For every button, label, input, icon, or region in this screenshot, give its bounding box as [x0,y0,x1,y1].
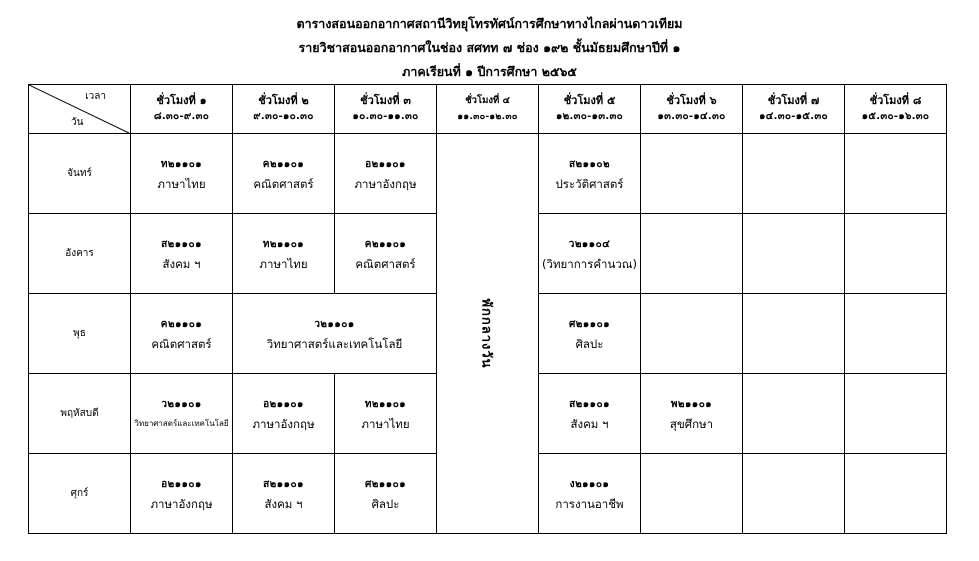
day-label: พฤหัสบดี [29,374,131,454]
class-cell-double [233,294,437,374]
empty-cell [641,214,743,294]
course-name: สังคม ฯ [162,256,201,271]
course-code: ว๒๑๑๐๑ [314,318,355,330]
course-code: ศ๒๑๑๐๑ [568,318,611,330]
period-time: ๑๒.๓๐-๑๓.๓๐ [555,111,624,122]
period-time: ๑๔.๓๐-๑๕.๓๐ [759,111,828,122]
course-name: สังคม ฯ [264,496,303,511]
header-row [29,85,947,134]
course-code: ท๒๑๑๐๑ [262,238,305,250]
course-code: ส๒๑๑๐๑ [569,398,610,410]
course-code: ว๒๑๑๐๔ [568,238,611,250]
timetable [28,84,947,534]
lunch-break-label: พักกลางวัน [479,298,494,369]
course-name: คณิตศาสตร์ [253,176,314,191]
course-name: ภาษาไทย [259,256,308,271]
course-name: ภาษาไทย [361,416,410,431]
course-code: ส๒๑๑๐๑ [161,238,202,250]
period-time: ๑๓.๓๐-๑๔.๓๐ [657,111,726,122]
period-header-4 [437,85,539,134]
period-header-1 [131,85,233,134]
course-name: ภาษาอังกฤษ [252,416,315,431]
course-name: ภาษาไทย [157,176,206,191]
course-name: สุขศึกษา [669,416,714,431]
class-cell [233,374,335,454]
period-header-5 [539,85,641,134]
course-name: (วิทยาการคำนวณ) [542,256,637,271]
empty-cell [641,134,743,214]
empty-cell [845,374,947,454]
class-cell [641,374,743,454]
day-axis-label: วัน [71,117,84,128]
schedule-term: ภาคเรียนที่ ๑ ปีการศึกษา ๒๕๖๕ [402,64,577,79]
class-cell [131,134,233,214]
period-label: ชั่วโมงที่ ๓ [360,94,411,107]
class-cell [539,214,641,294]
course-name: ศิลปะ [371,496,400,511]
period-label: ชั่วโมงที่ ๔ [465,95,510,106]
course-name: ภาษาอังกฤษ [150,496,213,511]
empty-cell [743,454,845,534]
course-name: ภาษาอังกฤษ [354,176,417,191]
class-cell [335,454,437,534]
class-cell [131,294,233,374]
lunch-break-cell [437,134,539,534]
class-cell [539,454,641,534]
class-cell [335,134,437,214]
period-time: ๘.๓๐-๙.๓๐ [153,111,210,122]
empty-cell [743,134,845,214]
empty-cell [641,294,743,374]
day-label: จันทร์ [29,134,131,214]
course-name: วิทยาศาสตร์และเทคโนโลยี [266,336,403,351]
class-cell [539,294,641,374]
course-name: วิทยาศาสตร์และเทคโนโลยี [134,418,229,428]
course-name: ประวัติศาสตร์ [555,176,624,191]
class-cell [233,134,335,214]
day-label: พุธ [29,294,131,374]
class-cell [335,214,437,294]
course-name: ศิลปะ [575,336,604,351]
course-code: อ๒๑๑๐๑ [161,478,202,490]
course-name: การงานอาชีพ [555,496,624,511]
empty-cell [743,214,845,294]
period-label: ชั่วโมงที่ ๖ [666,94,717,107]
period-header-7 [743,85,845,134]
period-label: ชั่วโมงที่ ๕ [563,94,616,107]
course-code: ค๒๑๑๐๑ [160,318,203,330]
class-cell [233,214,335,294]
period-label: ชั่วโมงที่ ๒ [258,94,309,107]
empty-cell [845,294,947,374]
period-time: ๙.๓๐-๑๐.๓๐ [253,111,314,122]
class-cell [233,454,335,534]
schedule-title: ตารางสอนออกอากาศสถานีวิทยุโทรทัศน์การศึกษาทางไกลผ่านดาวเทียม [296,16,683,31]
empty-cell [845,214,947,294]
class-cell [131,374,233,454]
course-code: ส๒๑๑๐๒ [568,158,611,170]
day-row-monday [29,134,947,214]
period-header-8 [845,85,947,134]
course-code: ส๒๑๑๐๑ [263,478,304,490]
empty-cell [743,294,845,374]
empty-cell [743,374,845,454]
period-label: ชั่วโมงที่ ๘ [869,94,922,107]
course-code: อ๒๑๑๐๑ [263,398,304,410]
period-time: ๑๕.๓๐-๑๖.๓๐ [861,111,930,122]
course-code: ศ๒๑๑๐๑ [364,478,407,490]
course-code: ว๒๑๑๐๑ [161,398,202,410]
period-label: ชั่วโมงที่ ๑ [156,94,207,107]
class-cell [335,374,437,454]
period-time: ๑๐.๓๐-๑๑.๓๐ [352,111,419,122]
period-time: ๑๑.๓๐-๑๒.๓๐ [457,112,518,122]
class-cell [131,214,233,294]
empty-cell [845,454,947,534]
day-label: อังคาร [29,214,131,294]
course-code: ง๒๑๑๐๑ [569,478,610,490]
schedule-subtitle: รายวิชาสอนออกอากาศในช่อง สศทท ๗ ช่อง ๑๙๒ ชั้นมัธยมศึกษาปีที่ ๑ [298,40,681,55]
course-name: คณิตศาสตร์ [151,336,212,351]
course-code: พ๒๑๑๐๑ [670,398,713,410]
course-code: อ๒๑๑๐๑ [365,158,406,170]
course-code: ค๒๑๑๐๑ [262,158,305,170]
day-label: ศุกร์ [29,454,131,534]
course-name: สังคม ฯ [570,416,609,431]
class-cell [539,374,641,454]
period-header-6 [641,85,743,134]
course-code: ท๒๑๑๐๑ [160,158,203,170]
period-header-2 [233,85,335,134]
period-header-3 [335,85,437,134]
course-name: คณิตศาสตร์ [355,256,416,271]
class-cell [539,134,641,214]
class-cell [131,454,233,534]
period-label: ชั่วโมงที่ ๗ [767,94,820,107]
corner-cell [29,85,131,134]
course-code: ท๒๑๑๐๑ [364,398,407,410]
empty-cell [845,134,947,214]
course-code: ค๒๑๑๐๑ [364,238,407,250]
empty-cell [641,454,743,534]
time-axis-label: เวลา [85,91,106,102]
